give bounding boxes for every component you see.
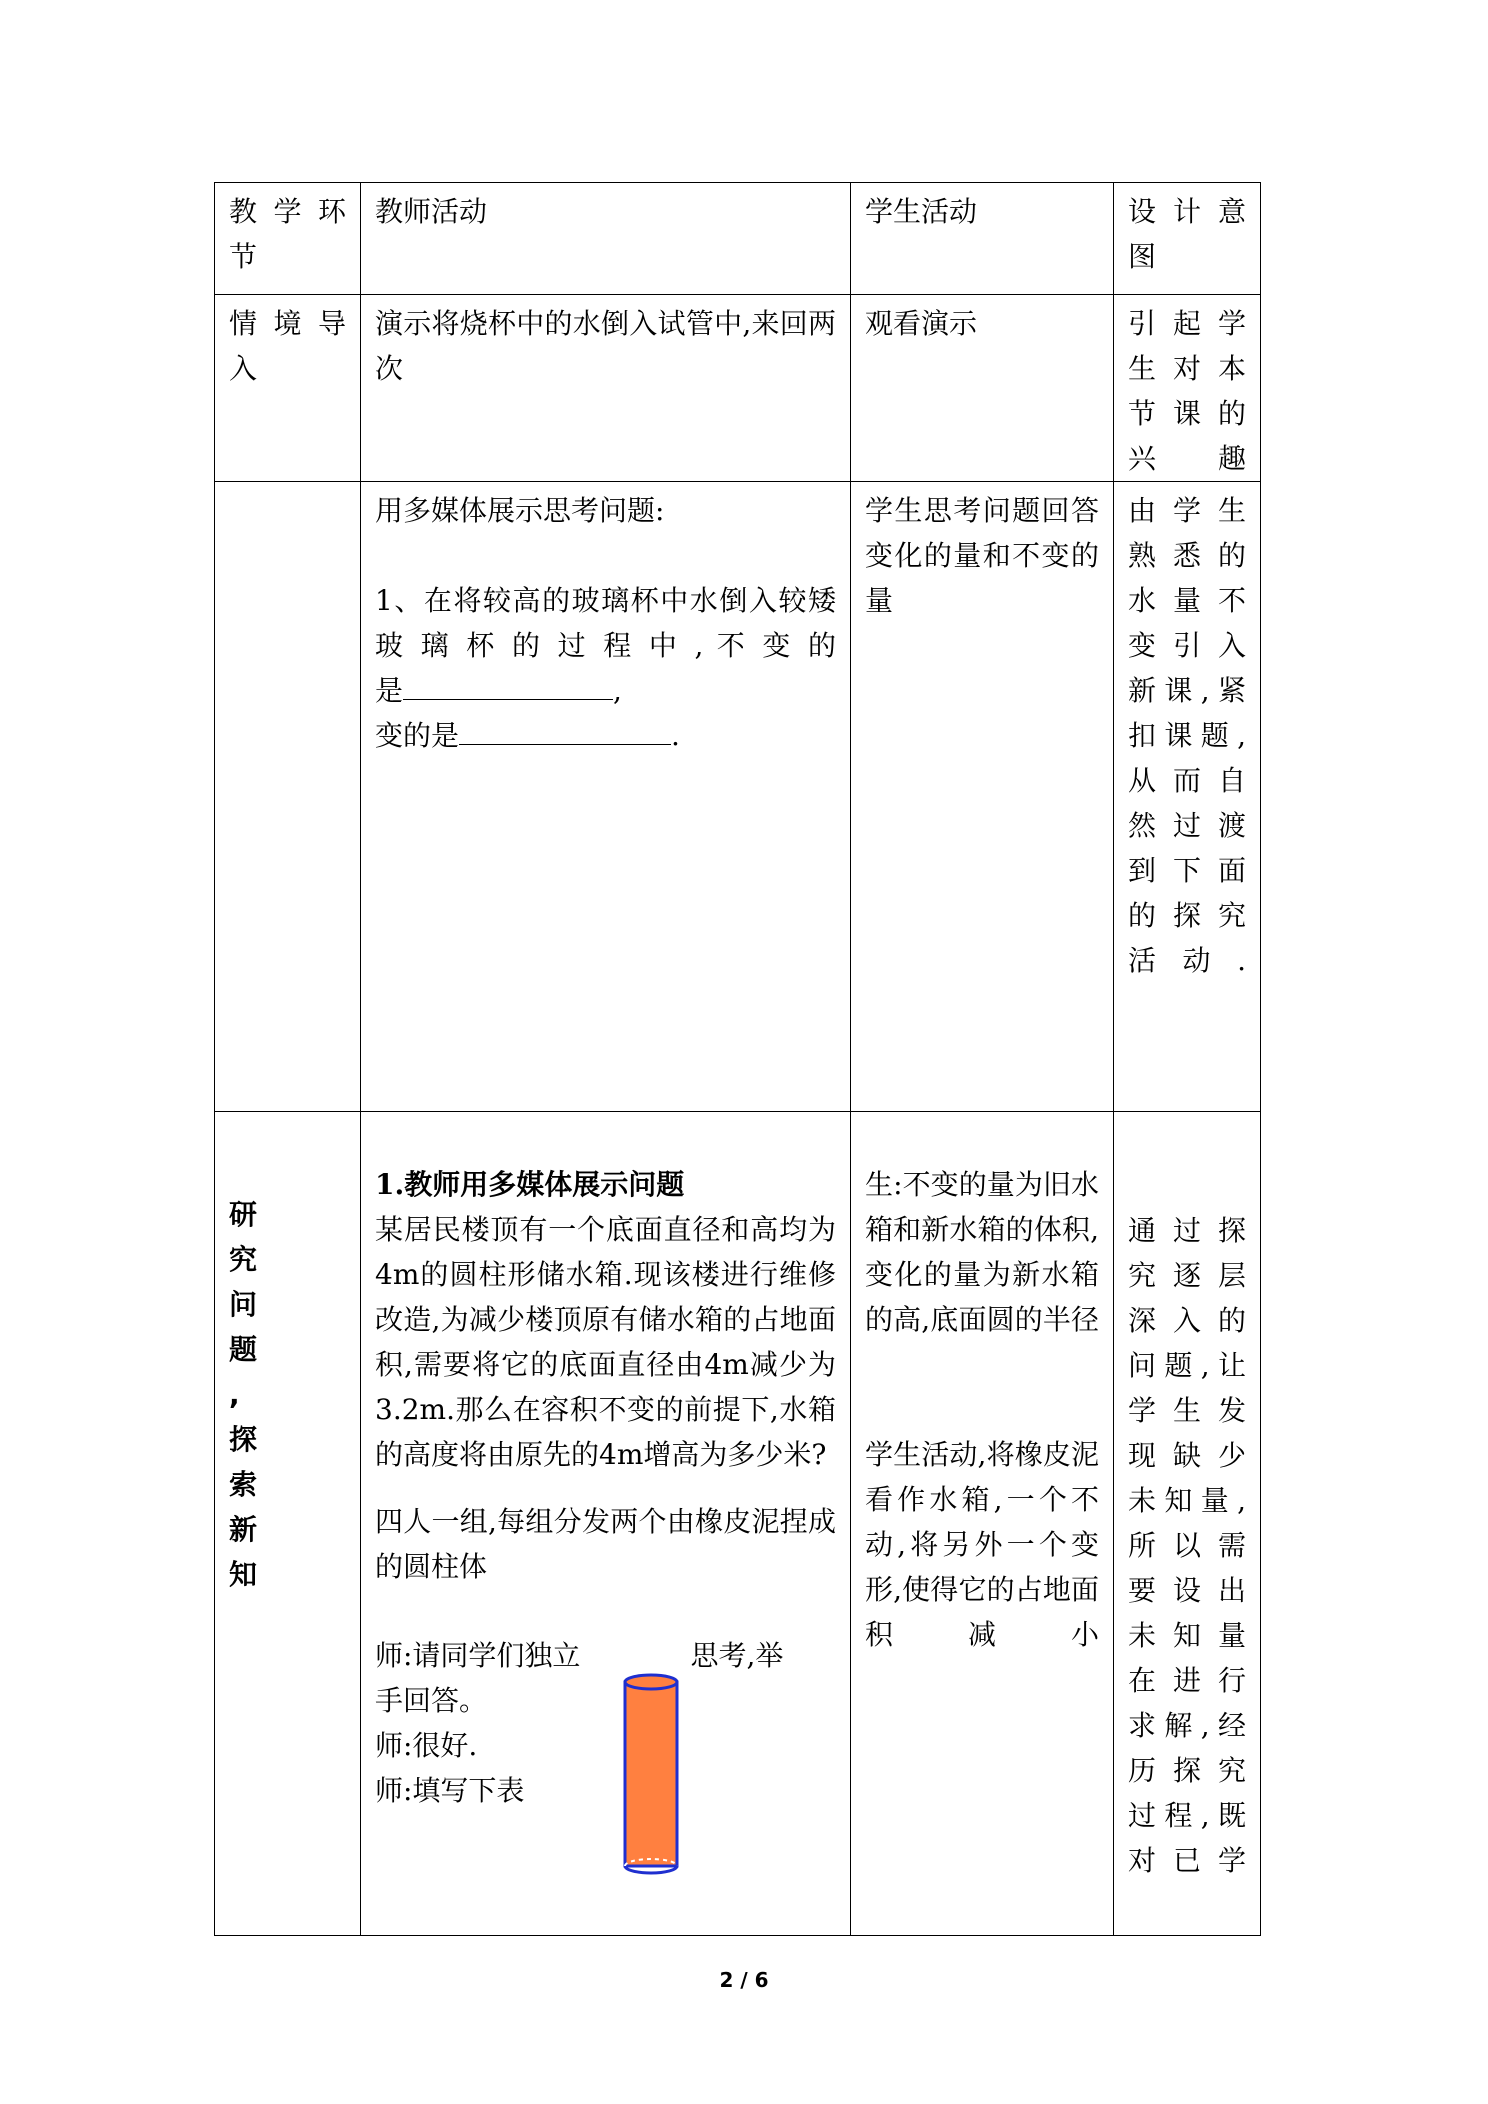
- table-row: [215, 295, 1261, 482]
- student-activity: 观看演示: [865, 307, 978, 340]
- cylinder-top-ellipse: [625, 1675, 677, 1689]
- teacher-activity: 演示将烧杯中的水倒入试管中,来回两次: [375, 307, 836, 385]
- student-hands-on-activity: 学生活动,将橡皮泥看作水箱,一个不动,将另外一个变形,使得它的占地面积减小: [865, 1438, 1099, 1651]
- teacher-heading: 1.教师用多媒体展示问题: [375, 1168, 685, 1201]
- answer-blank: [459, 714, 671, 745]
- student-answer: 生:不变的量为旧水箱和新水箱的体积,变化的量为新水箱的高,底面圆的半径: [865, 1168, 1099, 1336]
- page-number: 2 / 6: [719, 1968, 769, 1992]
- lesson-plan-table: [214, 182, 1261, 1936]
- header-design-intent: 设 计 意图: [1128, 195, 1246, 273]
- teacher-fill-table: 师:填写下表: [375, 1774, 525, 1807]
- table-row: [215, 1112, 1261, 1936]
- teacher-question-blank-2: 变的是 .: [375, 713, 836, 758]
- teacher-ask-line-2: 手回答。: [375, 1684, 488, 1717]
- teacher-question-blank-1: 是 ,: [375, 668, 836, 713]
- design-intent: 引 起 学生 对 本节 课 的兴趣: [1128, 307, 1246, 475]
- student-activity: 学生思考问题回答变化的量和不变的量: [865, 494, 1099, 617]
- answer-blank: [403, 669, 613, 700]
- header-student-activity: 学生活动: [865, 195, 978, 228]
- cylinder-body: [625, 1682, 677, 1866]
- stage-research-explore: 研 究 问 题 , 探 索 新 知: [229, 1198, 258, 1591]
- design-intent: 由 学 生熟 悉 的水 量 不变 引 入新课,紧扣课题,从 而 自然 过 渡到 下 面的 探 究活动.: [1128, 494, 1246, 977]
- group-instruction: 四人一组,每组分发两个由橡皮泥捏成的圆柱体: [375, 1505, 836, 1583]
- teacher-ask-line: 师:请同学们独立 思考,举: [375, 1639, 784, 1672]
- design-intent: 通 过 探究 逐 层深 入 的问题,让学 生 发现 缺 少未知量,所 以 需要 设 出未 知 量在 进 行求解,经历 探 究过程,既对 已 学: [1128, 1214, 1246, 1877]
- problem-text: 某居民楼顶有一个底面直径和高均为4m的圆柱形储水箱.现该楼进行维修改造,为减少楼顶原有储水箱的占地面积,需要将它的底面直径由4m减少为3.2m.那么在容积不变的前提下,水箱的高度将由原先的4m增高为多少米?: [375, 1213, 836, 1471]
- student-activity: [851, 1112, 1113, 1657]
- cylinder-figure: [621, 1672, 681, 1877]
- teacher-activity: [361, 1112, 850, 1813]
- stage-situation-intro: 情 境 导入: [229, 307, 346, 385]
- teacher-text: 用多媒体展示思考问题:: [375, 494, 665, 527]
- header-teacher-activity: 教师活动: [375, 195, 488, 228]
- teacher-activity: [361, 482, 850, 758]
- teacher-praise: 师:很好.: [375, 1729, 478, 1762]
- header-stage: 教 学 环节: [229, 195, 346, 273]
- stage-empty-cell: [215, 482, 361, 1112]
- table-header-row: [215, 183, 1261, 295]
- table-row: [215, 482, 1261, 1112]
- teacher-question-text: 1、在将较高的玻璃杯中水倒入较矮玻 璃 杯 的 过 程 中 , 不 变 的: [375, 584, 836, 662]
